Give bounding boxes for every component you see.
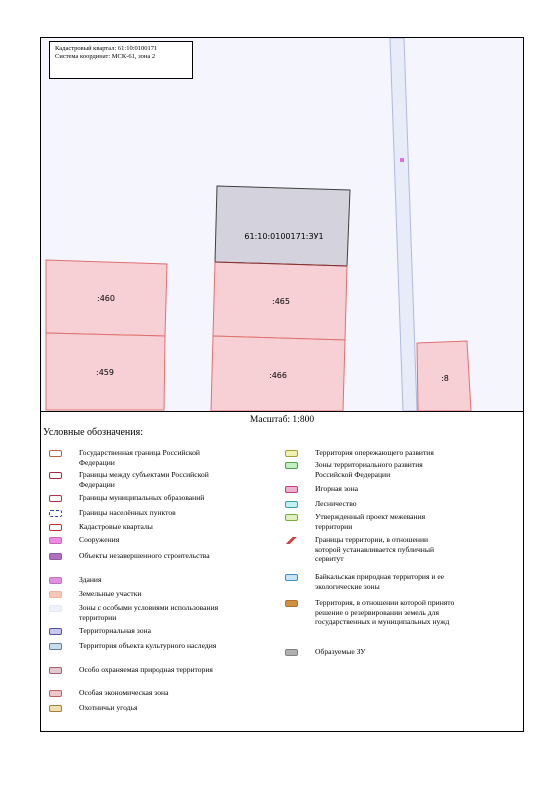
legend-label: Территория, в отношении которой принято решение о резервировании земель для государственных и муниципальных нужд	[315, 598, 455, 626]
legend-label: Территория опережающего развития	[315, 448, 434, 457]
legend-swatch-icon	[285, 486, 298, 493]
legend-label: Границы территории, в отношении которой устанавливается публичный сервитут	[315, 535, 435, 563]
legend-swatch-icon	[49, 450, 62, 457]
legend-label: Особая экономическая зона	[79, 688, 169, 697]
legend-swatch-icon	[49, 537, 62, 544]
legend-label: Охотничьи угодья	[79, 703, 138, 712]
legend-label: Лесничество	[315, 499, 357, 508]
legend-swatch-icon	[285, 450, 298, 457]
legend-label: Границы между субъектами Российской Федерации	[79, 470, 209, 489]
legend-item	[285, 512, 455, 531]
divider	[41, 411, 523, 412]
legend-swatch-icon	[285, 501, 298, 508]
legend-item	[285, 484, 455, 494]
label-465: :465	[272, 297, 290, 306]
legend-label: Территория объекта культурного наследия	[79, 641, 217, 650]
map-view[interactable]	[41, 38, 523, 411]
label-459: :459	[96, 368, 114, 377]
legend-swatch-icon	[49, 667, 62, 674]
legend-swatch-icon	[285, 537, 298, 544]
legend-swatch-icon	[49, 577, 62, 584]
legend-swatch-icon	[49, 472, 62, 479]
legend-item	[49, 626, 229, 636]
legend-swatch-icon	[49, 705, 62, 712]
legend-swatch-icon	[285, 514, 298, 521]
legend-swatch-icon	[285, 600, 298, 607]
legend-item	[49, 508, 229, 518]
label-460: :460	[97, 294, 115, 303]
legend-item	[49, 688, 229, 698]
legend-item	[285, 647, 455, 657]
legend-item	[49, 665, 229, 675]
legend-swatch-icon	[49, 510, 62, 517]
legend-label: Игорная зона	[315, 484, 359, 493]
label-466: :466	[269, 371, 287, 380]
label-8: :8	[441, 374, 449, 383]
legend-item	[49, 551, 229, 561]
legend-item	[49, 641, 229, 651]
legend-swatch-icon	[49, 591, 62, 598]
scale-label: Масштаб: 1:800	[249, 415, 315, 425]
legend-item	[49, 703, 229, 713]
legend-label: Утвержденный проект межевания территории	[315, 512, 426, 531]
legend-swatch-icon	[285, 574, 298, 581]
map-sheet	[40, 37, 524, 732]
legend-swatch-icon	[49, 628, 62, 635]
legend-swatch-icon	[49, 690, 62, 697]
legend-label: Кадастровые кварталы	[79, 522, 153, 531]
legend-title: Условные обозначения:	[43, 427, 144, 438]
legend-item	[49, 522, 229, 532]
legend-item	[49, 535, 229, 545]
legend-item	[49, 575, 229, 585]
legend-item	[285, 448, 455, 458]
legend-swatch-icon	[49, 643, 62, 650]
label-zu1: 61:10:0100171:ЗУ1	[244, 232, 324, 241]
legend-label: Границы муниципальных образований	[79, 493, 205, 502]
legend-item	[49, 470, 229, 489]
legend-label: Зоны с особыми условиями использования территории	[79, 603, 219, 622]
legend-item	[49, 493, 229, 503]
legend-label: Образуемые ЗУ	[315, 647, 366, 656]
legend-label: Байкальская природная территория и ее экологические зоны	[315, 572, 445, 591]
legend-swatch-icon	[285, 462, 298, 469]
legend-swatch-icon	[49, 495, 62, 502]
legend-item	[285, 572, 455, 591]
legend-label: Земельные участки	[79, 589, 142, 598]
legend-swatch-icon	[49, 605, 62, 612]
parcel-zu1	[215, 186, 350, 266]
legend-item	[285, 535, 455, 564]
legend-item	[49, 589, 229, 599]
legend-label: Здания	[79, 575, 102, 584]
legend-item	[49, 603, 229, 622]
legend-label: Территориальная зона	[79, 626, 151, 635]
legend-item	[49, 448, 229, 467]
info-box	[49, 41, 193, 79]
legend-label: Государственная граница Российской Федерации	[79, 448, 200, 467]
legend-label: Объекты незавершенного строительства	[79, 551, 210, 560]
legend-label: Особо охраняемая природная территория	[79, 665, 213, 674]
legend-swatch-icon	[49, 524, 62, 531]
legend-label: Сооружения	[79, 535, 120, 544]
legend-swatch-icon	[285, 649, 298, 656]
legend-label: Границы населённых пунктов	[79, 508, 176, 517]
quarter-label: Кадастровый квартал: 61:10:0100171	[55, 45, 158, 52]
map-canvas	[41, 38, 523, 411]
point-marker	[400, 158, 404, 162]
legend-swatch-icon	[49, 553, 62, 560]
legend-item	[285, 460, 455, 479]
legend-item	[285, 598, 455, 627]
legend-label: Зоны территориального развития Российской Федерации	[315, 460, 423, 479]
legend-item	[285, 499, 455, 509]
coordinate-system-label: Система координат: МСК-61, зона 2	[55, 52, 156, 60]
